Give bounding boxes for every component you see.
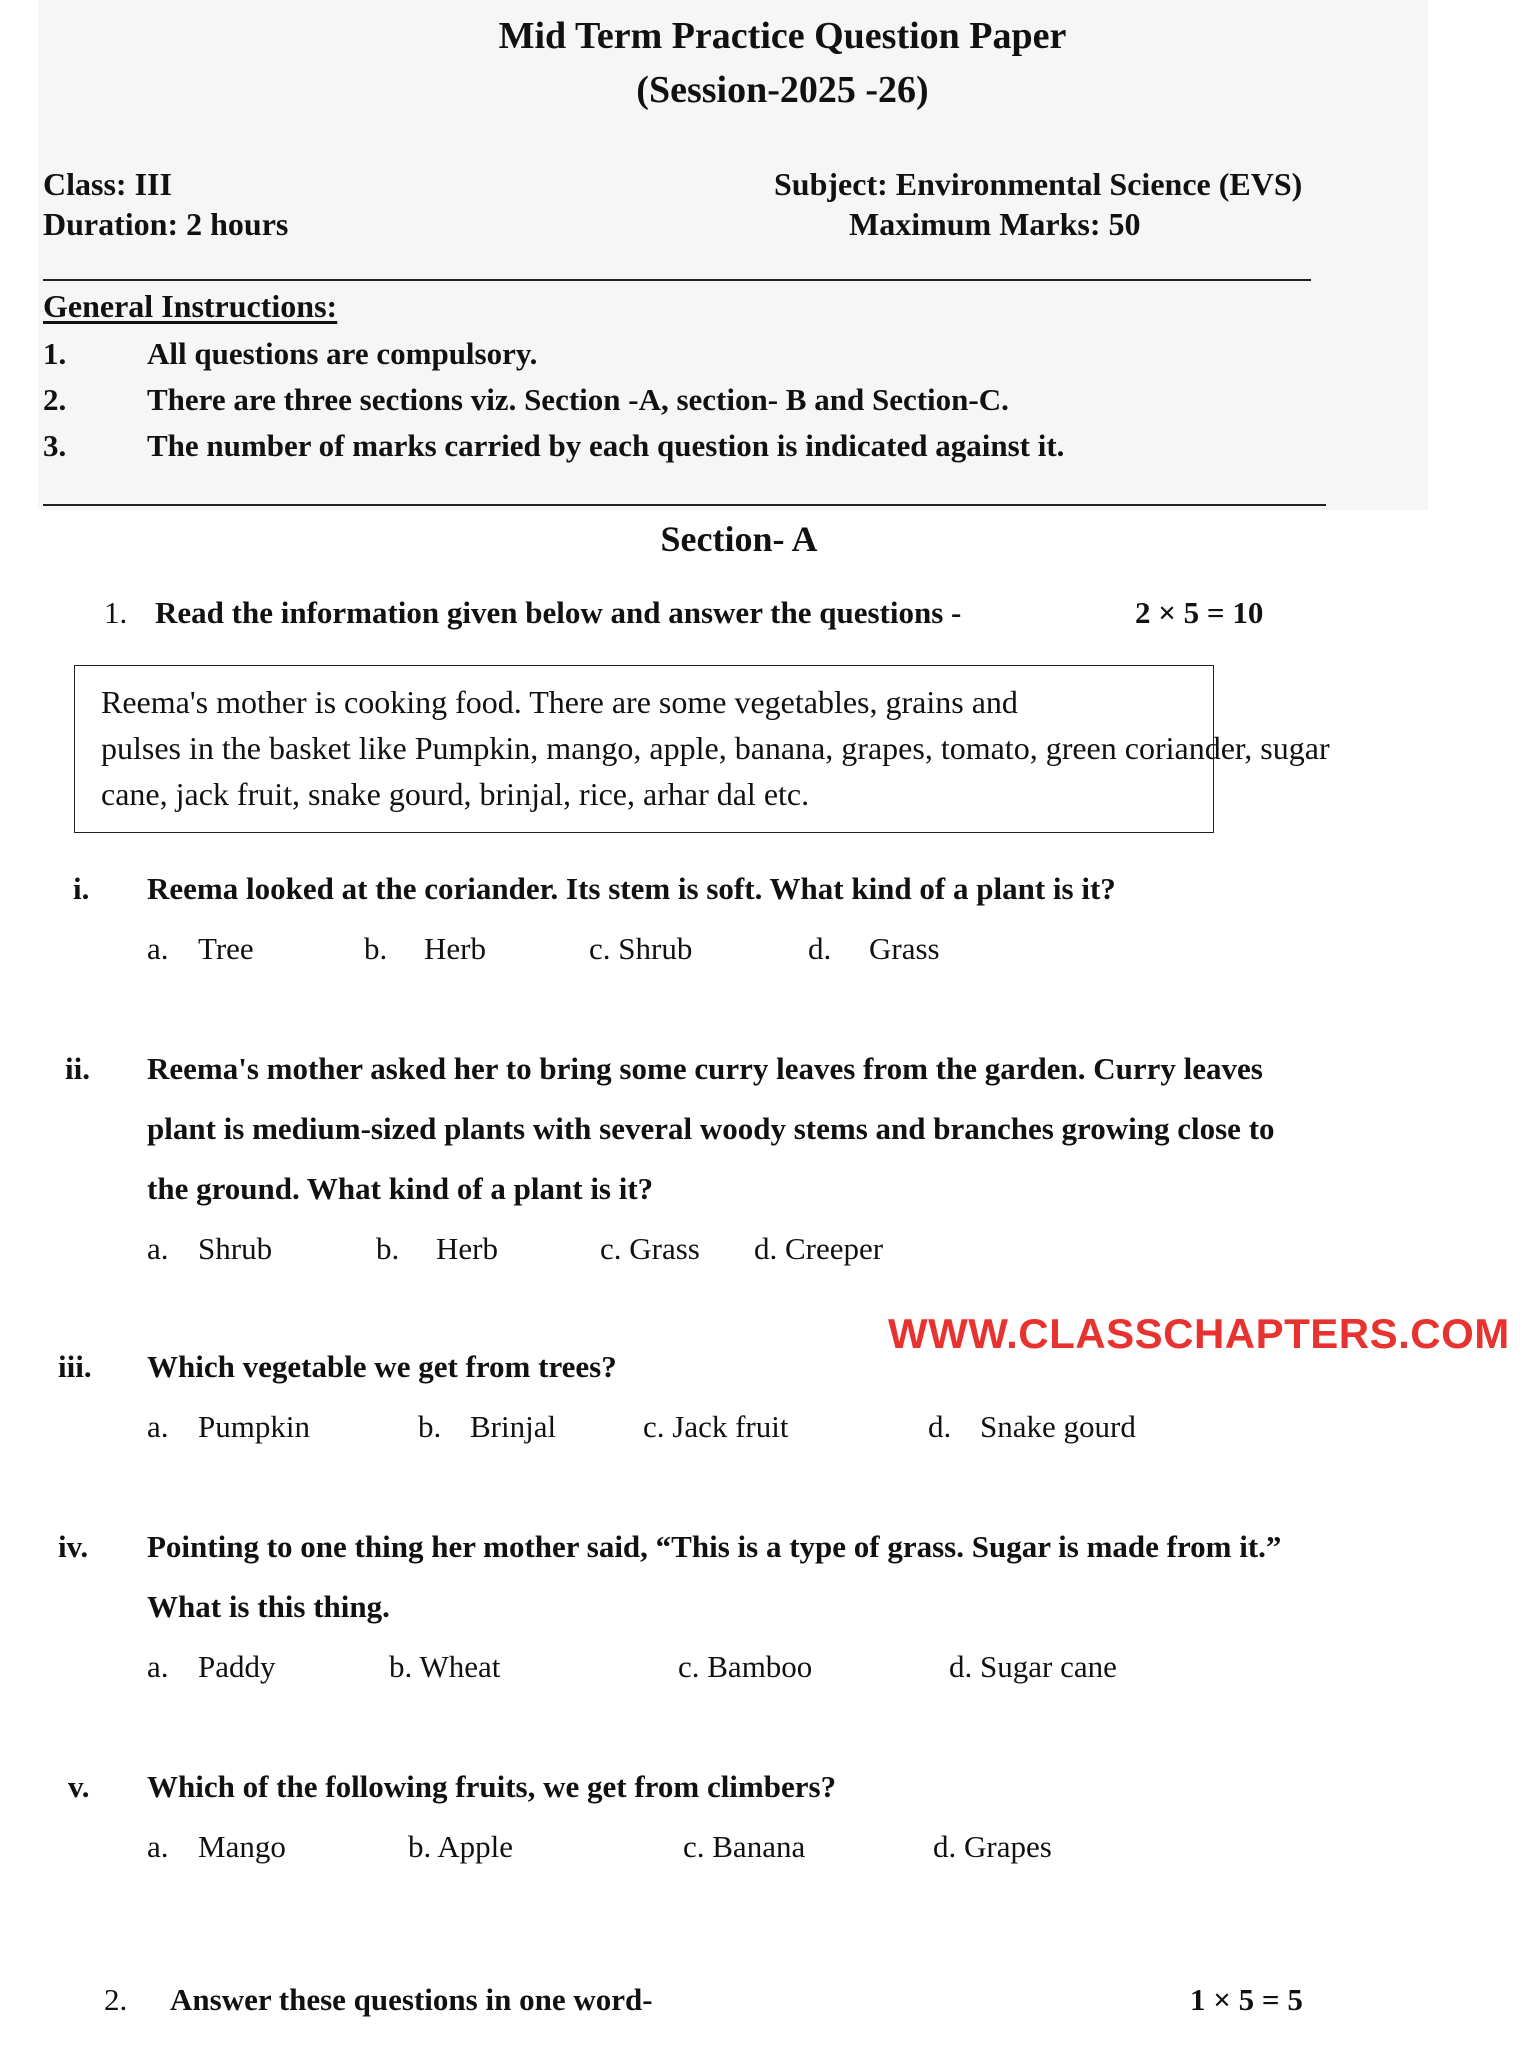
- passage-line: Reema's mother is cooking food. There are some vegetables, grains and: [101, 684, 1018, 720]
- option-text: d. Grapes: [933, 1829, 1052, 1864]
- subquestion-text: Pointing to one thing her mother said, “This is a type of grass. Sugar is made from it.”: [147, 1529, 1282, 1564]
- instruction-number: 1.: [43, 336, 67, 371]
- option-letter: a.: [147, 1649, 169, 1684]
- option-letter: a.: [147, 1829, 169, 1864]
- class-label: Class: III: [43, 166, 172, 202]
- option-text: c. Jack fruit: [643, 1409, 789, 1444]
- question-2-marks: 1 × 5 = 5: [1190, 1982, 1303, 2017]
- subquestion-text: Reema's mother asked her to bring some curry leaves from the garden. Curry leaves: [147, 1051, 1263, 1086]
- paper-title: Mid Term Practice Question Paper: [498, 15, 1067, 57]
- option-letter: b.: [418, 1409, 442, 1444]
- passage-line: pulses in the basket like Pumpkin, mango, apple, banana, grapes, tomato, green coriander, sugar: [101, 730, 1330, 766]
- instruction-number: 3.: [43, 428, 67, 463]
- question-number: 2.: [104, 1982, 128, 2017]
- option-text: d. Creeper: [754, 1231, 884, 1266]
- option-letter: d.: [808, 931, 832, 966]
- instruction-text: There are three sections viz. Section -A, section- B and Section-C.: [147, 382, 1009, 417]
- question-2-text: Answer these questions in one word-: [170, 1982, 653, 2017]
- option-letter: b.: [376, 1231, 400, 1266]
- subquestion-text: Which vegetable we get from trees?: [147, 1349, 617, 1384]
- option-text: c. Shrub: [589, 931, 693, 966]
- option-text: Pumpkin: [198, 1409, 310, 1444]
- subquestion-number: iii.: [58, 1349, 92, 1384]
- instruction-text: All questions are compulsory.: [147, 336, 538, 371]
- option-text: Shrub: [198, 1231, 273, 1266]
- option-text: Snake gourd: [980, 1409, 1136, 1444]
- option-letter: a.: [147, 1409, 169, 1444]
- option-text: d. Sugar cane: [949, 1649, 1117, 1684]
- subquestion-number: i.: [73, 871, 90, 906]
- instructions-heading: General Instructions:: [43, 288, 338, 324]
- max-marks-label: Maximum Marks: 50: [849, 206, 1141, 242]
- option-letter: a.: [147, 1231, 169, 1266]
- subquestion-text: plant is medium-sized plants with several woody stems and branches growing close to: [147, 1111, 1275, 1146]
- question-1-text: Read the information given below and answer the questions -: [155, 595, 962, 630]
- passage-line: cane, jack fruit, snake gourd, brinjal, rice, arhar dal etc.: [101, 776, 810, 812]
- question-number: 1.: [104, 595, 128, 630]
- instruction-text: The number of marks carried by each question is indicated against it.: [147, 428, 1065, 463]
- option-text: b. Wheat: [389, 1649, 501, 1684]
- option-text: c. Bamboo: [678, 1649, 813, 1684]
- option-text: Mango: [198, 1829, 286, 1864]
- duration-label: Duration: 2 hours: [43, 206, 289, 242]
- option-text: Brinjal: [470, 1409, 557, 1444]
- subquestion-number: ii.: [65, 1051, 90, 1086]
- watermark-text: WWW.CLASSCHAPTERS.COM: [888, 1310, 1510, 1357]
- option-text: b. Apple: [408, 1829, 514, 1864]
- subquestion-text: What is this thing.: [147, 1589, 390, 1624]
- section-a-heading: Section- A: [660, 519, 818, 559]
- subject-label: Subject: Environmental Science (EVS): [774, 166, 1303, 202]
- option-letter: b.: [364, 931, 388, 966]
- subquestion-number: v.: [68, 1769, 90, 1804]
- option-text: Tree: [198, 931, 254, 966]
- option-text: c. Grass: [600, 1231, 700, 1266]
- divider: [43, 279, 1311, 281]
- subquestion-text: Which of the following fruits, we get from climbers?: [147, 1769, 837, 1804]
- divider: [43, 504, 1326, 506]
- option-letter: a.: [147, 931, 169, 966]
- option-letter: d.: [928, 1409, 952, 1444]
- option-text: c. Banana: [683, 1829, 806, 1864]
- subquestion-text: the ground. What kind of a plant is it?: [147, 1171, 654, 1206]
- option-text: Herb: [436, 1231, 498, 1266]
- subquestion-text: Reema looked at the coriander. Its stem is soft. What kind of a plant is it?: [147, 871, 1116, 906]
- session-label: (Session-2025 -26): [636, 69, 929, 111]
- question-1-marks: 2 × 5 = 10: [1135, 595, 1264, 630]
- option-text: Herb: [424, 931, 486, 966]
- option-text: Grass: [869, 931, 940, 966]
- instruction-number: 2.: [43, 382, 67, 417]
- subquestion-number: iv.: [58, 1529, 89, 1564]
- option-text: Paddy: [198, 1649, 276, 1684]
